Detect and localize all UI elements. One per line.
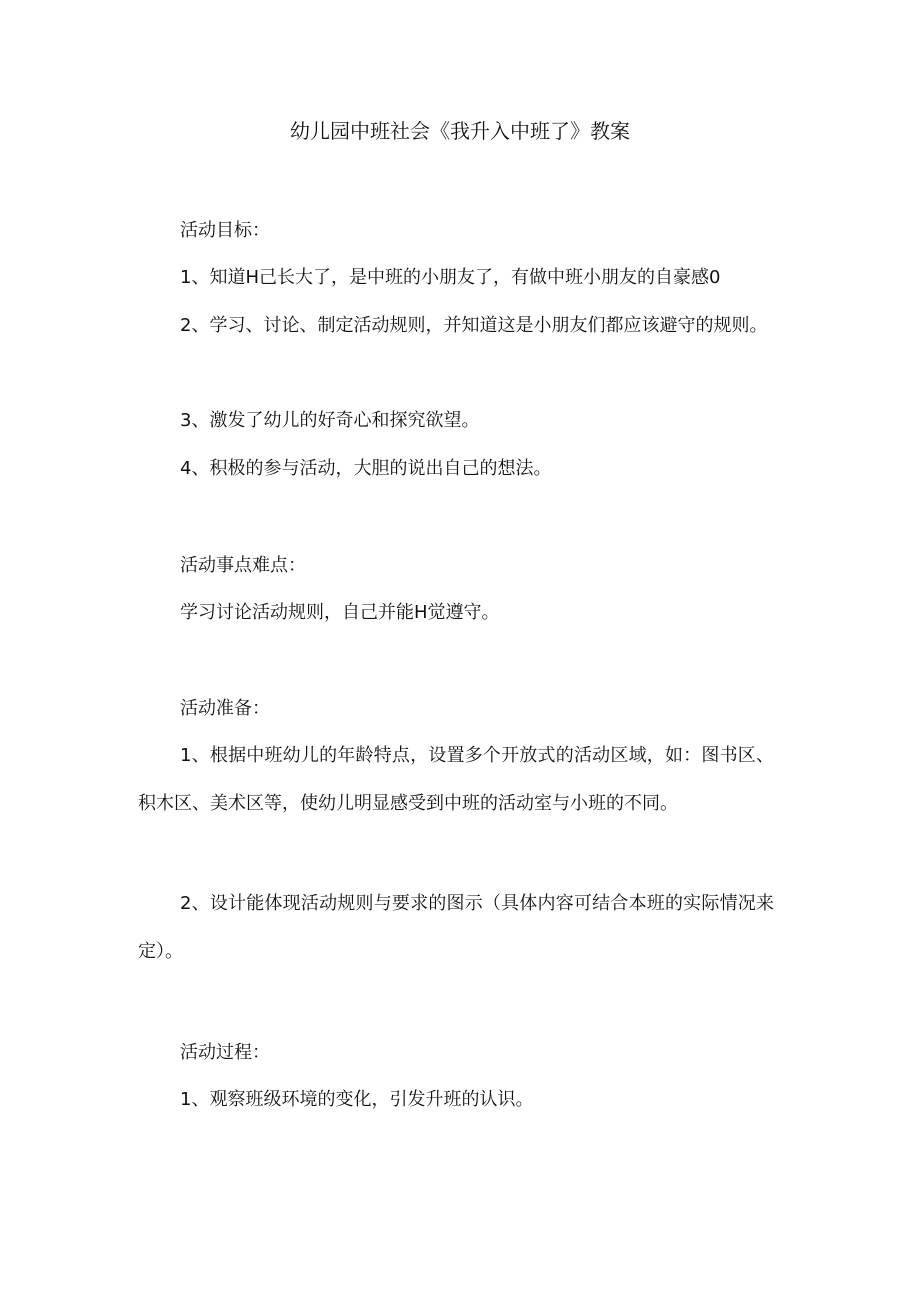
goals-heading: 活动目标：: [180, 220, 270, 241]
document-title: 幼儿园中班社会《我升入中班了》教案: [290, 119, 630, 143]
key-points-text: 学习讨论活动规则，自己并能H觉遵守。: [180, 602, 500, 623]
process-item-1: 1、观察班级环境的变化，引发升班的认识。: [180, 1089, 534, 1110]
preparation-item-1: 1、根据中班幼儿的年龄特点，设置多个开放式的活动区域，如：图书区、积木区、美术区等，使幼儿明显感受到中班的活动室与小班的不同。: [138, 745, 774, 814]
goal-item-1: 1、知道H己长大了，是中班的小朋友了，有做中班小朋友的自豪感0: [180, 267, 721, 288]
goal-item-2: 2、学习、讨论、制定活动规则，并知道这是小朋友们都应该避守的规则。: [180, 315, 768, 336]
goal-item-3: 3、激发了幼儿的好奇心和探究欲望。: [180, 410, 480, 431]
process-heading: 活动过程：: [180, 1042, 270, 1063]
preparation-item-2: 2、设计能体现活动规则与要求的图示（具体内容可结合本班的实际情况来定）。: [138, 893, 774, 962]
goal-item-4: 4、积极的参与活动，大胆的说出自己的想法。: [180, 458, 552, 479]
preparation-heading: 活动准备：: [180, 698, 270, 719]
key-points-heading: 活动事点难点：: [180, 555, 306, 576]
